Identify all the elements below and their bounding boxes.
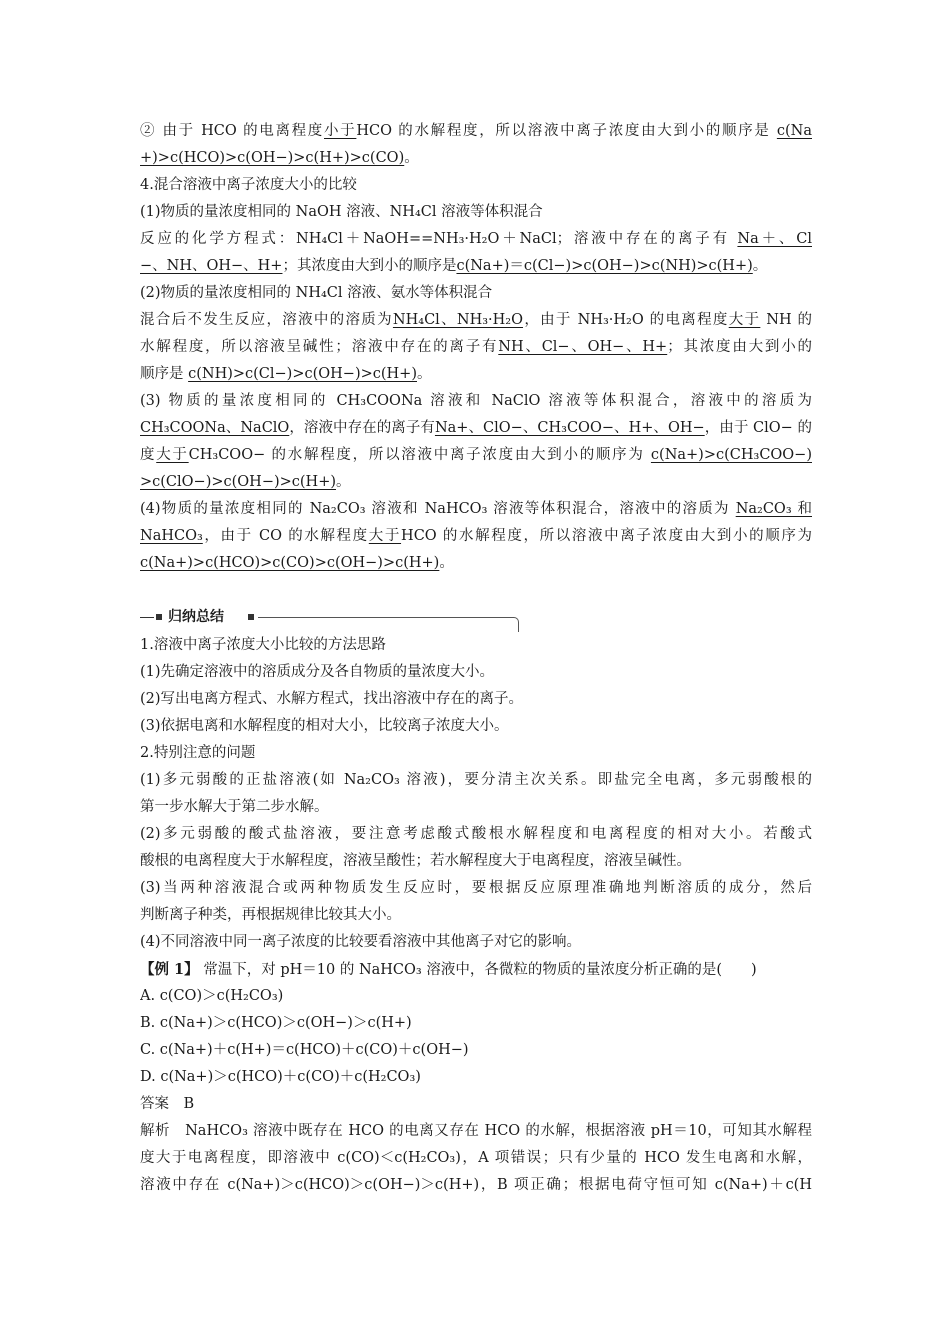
answer-blank: c(Na+)>c(HCO)>c(CO)>c(OH−)>c(H+) [140,555,440,571]
text-run: ，溶液中存在的离子有 [289,420,435,436]
mixed-solution-section [140,118,812,577]
text-line [140,550,812,577]
text-run: ，由于 CO 的水解程度 [202,528,369,544]
answer-blank: Na+、ClO−、CH₃COO−、H+、OH− [434,420,705,436]
answer-blank: −、NH、OH−、H+ [140,258,283,274]
text-line: (1)先确定溶液中的溶质成分及各自物质的量浓度大小。 [140,664,495,680]
answer-blank: 大于 [728,312,761,328]
text-line [140,226,812,253]
text-line [140,334,812,361]
text-line: 第一步水解大于第二步水解。 [140,799,329,815]
option-c: C. c(Na+)＋c(H+)＝c(HCO)＋c(CO)＋c(OH−) [140,1042,469,1058]
text-line: (2)写出电离方程式、水解方程式，找出溶液中存在的离子。 [140,691,524,707]
answer-blank: +)>c(HCO)>c(OH−)>c(H+)>c(CO) [140,150,405,166]
text-run: ，由于 NH₃·H₂O 的电离程度 [523,312,729,328]
text-line: (3)依据电离和水解程度的相对大小，比较离子浓度大小。 [140,718,509,734]
text-line [140,523,812,550]
analysis-line: 度大于电离程度，即溶液中 c(CO)＜c(H₂CO₃)，A 项错误；只有少量的 HCO 发生电离和水解， [140,1150,812,1166]
text-run: 。 [752,258,768,274]
text-line: (2)多元弱酸的酸式盐溶液，要注意考虑酸式酸根水解程度和电离程度的相对大小。若酸式 [140,826,812,842]
answer-blank: NH、Cl−、OH−、H+ [498,339,668,355]
answer-blank: 大于 [156,447,189,463]
text-line: 判断离子种类，再根据规律比较其大小。 [140,907,401,923]
header-rule [140,617,154,618]
answer-blank: CH₃COONa、NaClO [140,420,290,436]
text-run: 。 [439,555,454,571]
question-text: 常温下，对 pH＝10 的 NaHCO₃ 溶液中，各微粒的物质的量浓度分析正确的是( ) [198,962,757,978]
text-run: 度 [140,447,157,463]
text-run: HCO 的水解程度，所以溶液中离子浓度由大到小的顺序是 [356,123,771,139]
text-run: ；其浓度由大到小的顺序是 [282,258,457,274]
text-line: 酸根的电离程度大于水解程度，溶液呈酸性；若水解程度大于电离程度，溶液呈碱性。 [140,853,691,869]
text-run: 水解程度，所以溶液呈碱性；溶液中存在的离子有 [140,339,499,355]
text-line [140,361,812,388]
text-run: NH 的 [766,312,812,328]
text-run: 。 [404,150,419,166]
text-run: ② 由于 HCO 的电离程度 [140,123,324,139]
example-label: 【例 1】 [140,961,199,978]
text-line [140,253,812,280]
text-line [140,118,812,145]
option-d: D. c(Na+)＞c(HCO)＋c(CO)＋c(H₂CO₃) [140,1069,421,1085]
text-line [140,496,812,523]
text-run: CH₃COO− 的水解程度，所以溶液中离子浓度由大到小的顺序为 [188,447,645,463]
text-line [140,415,812,442]
answer-blank: Na＋、Cl [737,231,812,247]
summary-title: 归纳总结 [168,609,224,625]
text-run: (1)物质的量浓度相同的 NaOH 溶液、NH₄Cl 溶液等体积混合 [140,204,543,220]
answer-blank: 小于 [324,123,357,139]
summary-section [140,632,812,956]
text-run: HCO 的水解程度，所以溶液中离子浓度由大到小的顺序为 [401,528,812,544]
text-line [140,280,812,307]
text-run: 反应的化学方程式：NH₄Cl＋NaOH==NH₃·H₂O＋NaCl；溶液中存在的离子有 [140,231,730,247]
header-corner [512,617,519,632]
answer-blank: c(Na+)＝c(Cl−)>c(OH−)>c(NH)>c(H+) [456,258,753,274]
text-line [140,172,812,199]
answer-blank: NaHCO₃ [140,528,203,544]
text-line [140,469,812,496]
header-rule [258,617,514,618]
text-run: 顺序是 [140,366,184,382]
text-line [140,307,812,334]
answer-blank: NH₄Cl、NH₃·H₂O [392,312,524,328]
text-line: (4)不同溶液中同一离子浓度的比较要看溶液中其他离子对它的影响。 [140,934,582,950]
answer-blank: c(Na [776,123,812,139]
text-run: (4)物质的量浓度相同的 Na₂CO₃ 溶液和 NaHCO₃ 溶液等体积混合，溶液中的溶质为 [140,501,730,517]
summary-header [140,607,520,629]
answer-blank: c(NH)>c(Cl−)>c(OH−)>c(H+) [188,366,417,382]
text-run: 。 [417,366,432,382]
text-line: (3)当两种溶液混合或两种物质发生反应时，要根据反应原理准确地判断溶质的成分，然后 [140,880,812,896]
answer-blank: Na₂CO₃ 和 [735,501,812,517]
text-line: 2.特别注意的问题 [140,745,256,761]
example-section [140,956,812,1199]
option-b: B. c(Na+)＞c(HCO)＞c(OH−)＞c(H+) [140,1015,412,1031]
text-run: 混合后不发生反应，溶液中的溶质为 [140,312,393,328]
square-bullet-icon [156,614,162,620]
analysis-line: 解析 NaHCO₃ 溶液中既存在 HCO 的电离又存在 HCO 的水解，根据溶液 pH＝10，可知其水解程 [140,1123,812,1139]
text-run: 。 [336,474,351,490]
text-run: ，由于 ClO− 的 [704,420,812,436]
text-line: (1)多元弱酸的正盐溶液(如 Na₂CO₃ 溶液)，要分清主次关系。即盐完全电离，多元弱酸根的 [140,772,812,788]
answer-blank: >c(ClO−)>c(OH−)>c(H+) [140,474,336,490]
text-run: ；其浓度由大到小的 [667,339,812,355]
text-line: 1.溶液中离子浓度大小比较的方法思路 [140,637,386,653]
analysis-line: 溶液中存在 c(Na+)＞c(HCO)＞c(OH−)＞c(H+)，B 项正确；根据电荷守恒可知 c(Na+)＋c(H [140,1177,812,1193]
text-line [140,388,812,415]
text-line [140,145,812,172]
question-line [140,956,812,983]
text-run: (2)物质的量浓度相同的 NH₄Cl 溶液、氨水等体积混合 [140,285,493,301]
answer-line: 答案 B [140,1096,195,1112]
answer-blank: c(Na+)>c(CH₃COO−) [650,447,812,463]
square-bullet-icon [248,614,254,620]
option-a: A. c(CO)＞c(H₂CO₃) [140,988,284,1004]
text-run: (3) 物质的量浓度相同的 CH₃COONa 溶液和 NaClO 溶液等体积混合，溶液中的溶质为 [140,393,812,409]
answer-blank: 大于 [368,528,402,544]
text-line [140,199,812,226]
text-line [140,442,812,469]
section-heading: 4.混合溶液中离子浓度大小的比较 [140,177,357,193]
